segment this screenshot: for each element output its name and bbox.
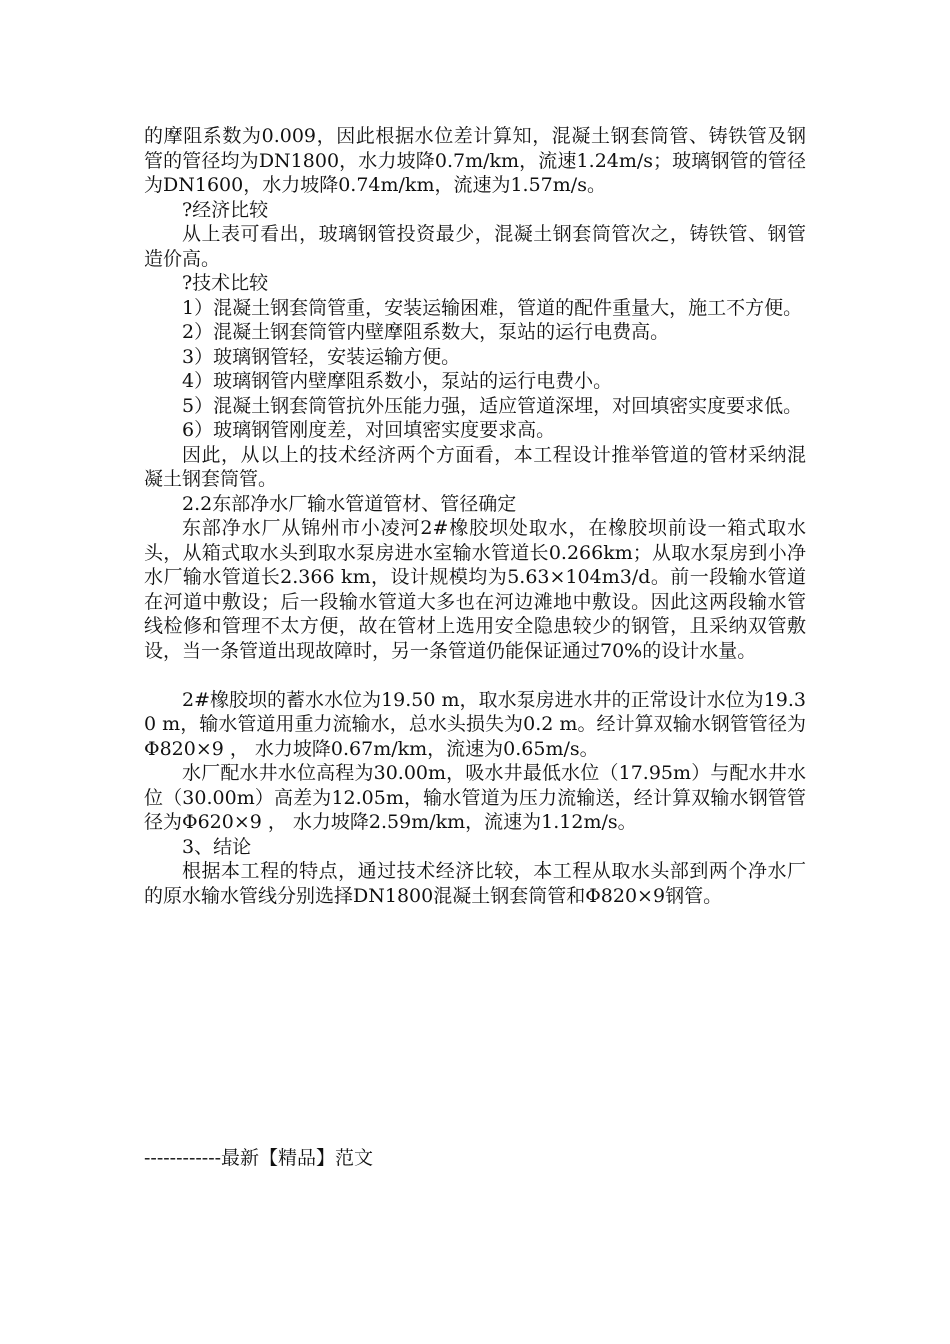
paragraph-conclusion-materials: 因此，从以上的技术经济两个方面看，本工程设计推举管道的管材采纳混凝土钢套筒管。 [144, 443, 806, 490]
list-item-3: 3）玻璃钢管轻，安装运输方便。 [182, 345, 461, 368]
list-item-1: 1）混凝土钢套筒管重，安装运输困难，管道的配件重量大，施工不方便。 [182, 296, 803, 319]
list-item-2: 2）混凝土钢套筒管内壁摩阻系数大，泵站的运行电费高。 [182, 321, 670, 343]
paragraph-spacer [144, 663, 806, 688]
section-heading-2-2: 2.2东部净水厂输水管道管材、管径确定 [182, 492, 517, 515]
document-body [144, 124, 806, 908]
paragraph-east-plant: 东部净水厂从锦州市小凌河2#橡胶坝处取水，在橡胶坝前设一箱式取水头，从箱式取水头到取水泵房进水室输水管道长0.266km；从取水泵房到小净水厂输水管道长2.366 km，设计规模均为5.63×104m3/d。前一段输水管道在河道中敷设；后一段输水管道大多也在河边滩地中敷设。因此这两段输水管线检修和管理不太方便，故在管材上选用安全隐患较少的钢管，且采纳双管敷设，当一条管道出现故障时，另一条管道仍能保证通过70%的设计水量。 [144, 517, 806, 662]
list-item-4: 4）玻璃钢管内壁摩阻系数小，泵站的运行电费小。 [182, 370, 613, 392]
paragraph-rubber-dam: 2#橡胶坝的蓄水水位为19.50 m，取水泵房进水井的正常设计水位为19.30 m，输水管道用重力流输水，总水头损失为0.2 m。经计算双输水钢管管径为Φ820×9 ， 水力坡降0.67m/km，流速为0.65m/s。 [144, 688, 806, 760]
paragraph-3: 从上表可看出，玻璃钢管投资最少，混凝土钢套筒管次之，铸铁管、钢管造价高。 [144, 223, 806, 270]
paragraph-final-conclusion: 根据本工程的特点，通过技术经济比较，本工程从取水头部到两个净水厂的原水输水管线分别选择DN1800混凝土钢套筒管和Φ820×9钢管。 [144, 860, 806, 907]
list-item-6: 6）玻璃钢管刚度差，对回填密实度要求高。 [182, 419, 556, 441]
paragraph-1: 的摩阻系数为0.009，因此根据水位差计算知，混凝土钢套筒管、铸铁管及钢管的管径均为DN1800，水力坡降0.7m/km，流速1.24m/s；玻璃钢管的管径为DN1600，水力坡降0.74m/km，流速为1.57m/s。 [144, 125, 806, 196]
footer-text: ------------最新【精品】范文 [144, 1147, 374, 1169]
heading-technical-comparison: ?技术比较 [182, 272, 269, 294]
section-heading-conclusion: 3、结论 [182, 835, 252, 858]
heading-economic-comparison: ?经济比较 [182, 198, 269, 221]
paragraph-distribution-well: 水厂配水井水位高程为30.00m，吸水井最低水位（17.95m）与配水井水位（30.00m）高差为12.05m，输水管道为压力流输送，经计算双输水钢管管径为Φ620×9 ， 水力坡降2.59m/km，流速为1.12m/s。 [144, 762, 806, 833]
list-item-5: 5）混凝土钢套筒管抗外压能力强，适应管道深埋，对回填密实度要求低。 [182, 394, 803, 417]
